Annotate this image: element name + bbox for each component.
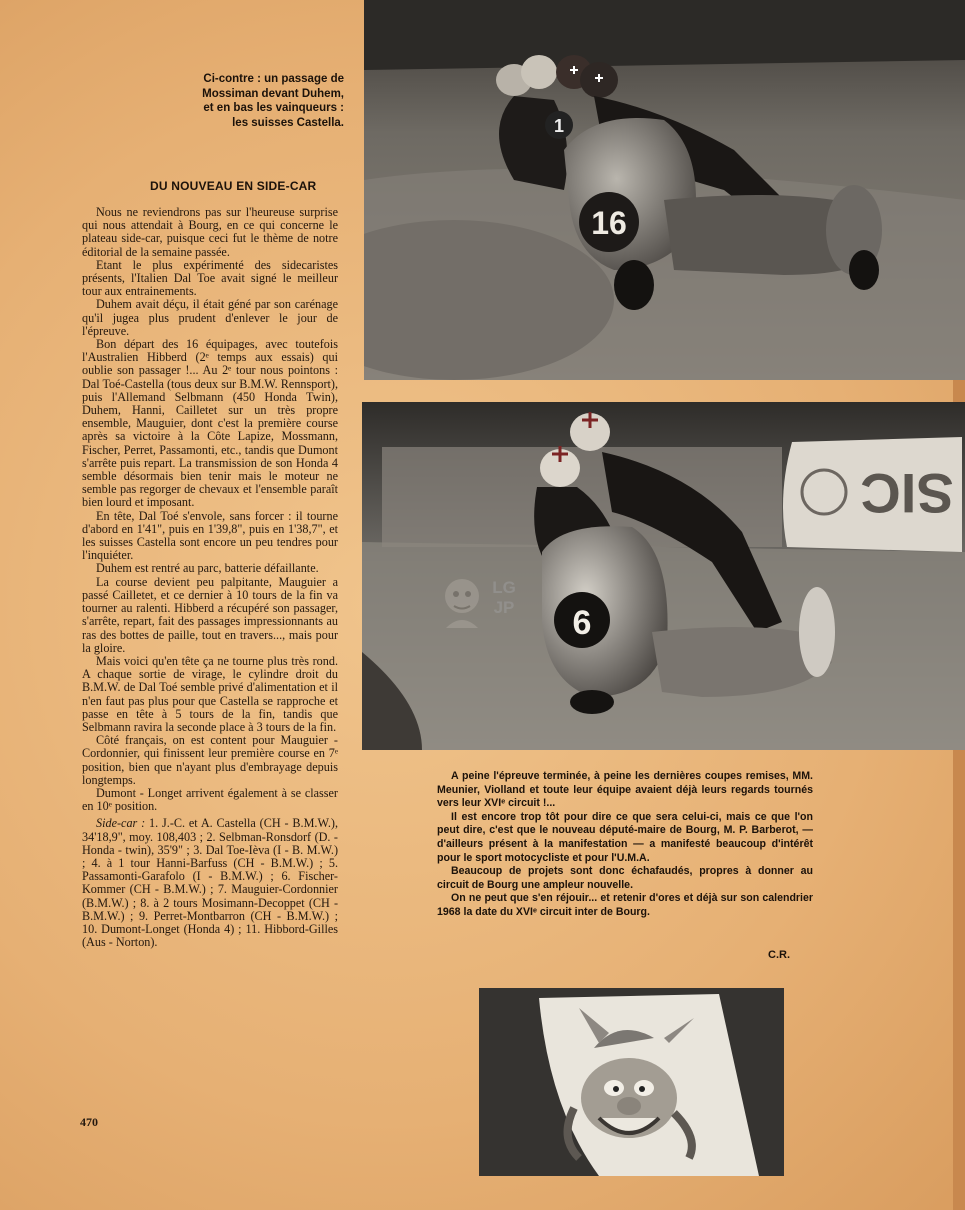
caption-line: Mossiman devant Duhem,	[202, 87, 344, 100]
article-paragraph: Dumont - Longet arrivent également à se classer en 10ᵉ position.	[82, 785, 338, 814]
article-paragraph: La course devient peu palpitante, Mauguier a passé Cailletet, et ce dernier à 10 tours de la fin va tourner au ralenti. Hibberd a récupéré son passager, s'arrête, repart, fait des passages impressionnants au ras des bottes de paille, tout en travers..., mais pour la gloire.	[82, 574, 338, 655]
photo-caption-top	[172, 72, 344, 130]
article-paragraph: Etant le plus expérimenté des sidecaristes présents, l'Italien Dal Toe avait signé le meilleur tour aux entrainements.	[82, 257, 338, 299]
article-paragraph: Mais voici qu'en tête ça ne tourne plus très rond. A chaque sortie de virage, le cylindre droit du B.M.W. de Dal Toé semble privé d'alimentation et il n'en faut pas plus pour que Castella se rapproche et passe en tête à 5 tours de la fin, tandis que Selbmann ravira la seconde place à 3 tours de la fin.	[82, 653, 338, 734]
photo-cartoon-pennant	[479, 988, 784, 1176]
number-plate-1: 1	[553, 116, 565, 136]
number-plate-6: 6	[572, 604, 592, 642]
author-signature: C.R.	[768, 949, 790, 961]
page-number: 470	[80, 1115, 98, 1129]
article-body	[82, 206, 338, 949]
banner-text: SIC	[860, 462, 954, 525]
article-paragraph: Bon départ des 16 équipages, avec toutefois l'Australien Hibberd (2ᵉ temps aux essais) qui oublie son passager !... Au 2ᵉ tour nous pointons : Dal Toé-Castella (tous deux sur B.M.W. Rennsport), puis l'Allemand Selbmann (450 Honda Twin), Duhem, Hanni, Cailletet sur un très propre ensemble, Mauguier, dont c'est la première course après sa victoire à la Côte Lapize, Mossmann, Fischer, Perret, Passamonti, etc., tandis que Dumont s'arrête puis repart. La transmission de son Honda 4 semble désormais bien tenir mais le moteur ne semble pas regorger de chevaux et l'ensemble paraît bien lourd et imposant.	[82, 337, 338, 510]
results-text: 1. J.-C. et A. Castella (CH - B.M.W.), 34'18,9", moy. 108,403 ; 2. Selbman-Ronsdorf (D. - Honda - twin), 35'9" ; 3. Dal Toe-Ièva (I - B. M.W.) ; 4. à 1 tour Hanni-Barfuss (CH - B.M.W.) ; 5. Passamonti-Garafolo (I - B.M.W.) ; 6. Fischer-Kommer (CH - B.M.W.) ; 7. Mauguier-Cordonnier (B.M.W.) ; 8. à 2 tours Mosimann-Decoppet (CH - B.M.W.) ; 9. Perret-Montbarron (CH - B.M.W.) ; 10. Dumont-Longet (Honda 4) ; 11. Hibbord-Gilles (Aus - Norton).	[82, 816, 338, 950]
article-paragraph: Côté français, on est content pour Mauguier - Cordonnier, qui finissent leur première course en 7ᵉ position, bien que n'ayant plus d'embrayage depuis longtemps.	[82, 733, 338, 787]
watermark-line: JP	[493, 598, 515, 617]
closing-paragraph: A peine l'épreuve terminée, à peine les dernières coupes remises, MM. Meunier, Violland et toute leur équipe avaient déjà leurs regards tournés vers leur XVIᵉ circuit !...	[437, 770, 813, 810]
article-paragraph: Duhem avait déçu, il était géné par son carénage qu'il jugea plus prudent d'enlever le jour de l'épreuve.	[82, 297, 338, 338]
photo-sidecar-passing	[364, 0, 965, 380]
number-plate-16: 16	[591, 205, 627, 241]
closing-text	[437, 770, 813, 920]
caption-line: et en bas les vainqueurs :	[203, 102, 344, 114]
watermark-line: LG	[492, 578, 516, 597]
caption-line: les suisses Castella.	[232, 116, 344, 129]
race-results	[82, 817, 338, 949]
closing-paragraph: Il est encore trop tôt pour dire ce que sera celui-ci, mais ce que l'on peut dire, c'est que le nouveau député-maire de Bourg, M. P. Barberot, — d'ailleurs présent à la manifestation — a manifesté beaucoup d'intérêt pour le sport motocycliste et pour l'U.M.A.	[437, 810, 813, 864]
closing-paragraph: Beaucoup de projets sont donc échafaudés, propres à donner au circuit de Bourg une ampleur nouvelle.	[437, 865, 813, 891]
closing-paragraph: On ne peut que s'en réjouir... et retenir d'ores et déjà sur son calendrier 1968 la date du XVIᵉ circuit inter de Bourg.	[437, 892, 813, 918]
watermark	[440, 572, 524, 636]
results-label: Side-car :	[96, 816, 146, 831]
watermark-face-icon	[440, 572, 484, 632]
article-paragraph: En tête, Dal Toé s'envole, sans forcer : il tourne d'abord en 1'41", puis en 1'39,8", puis en 1'38,7", et les suisses Castella sont encore un peu tendres pour l'inquiéter.	[82, 508, 338, 563]
section-heading: DU NOUVEAU EN SIDE-CAR	[150, 179, 317, 193]
article-paragraph: Duhem est rentré au parc, batterie défaillante.	[96, 561, 319, 576]
article-paragraph: Nous ne reviendrons pas sur l'heureuse surprise qui nous attendait à Bourg, en ce qui concerne le plateau side-car, puisque ceci fut le thème de notre éditorial de la semaine passée.	[82, 205, 338, 259]
caption-line: Ci-contre : un passage de	[203, 73, 344, 85]
